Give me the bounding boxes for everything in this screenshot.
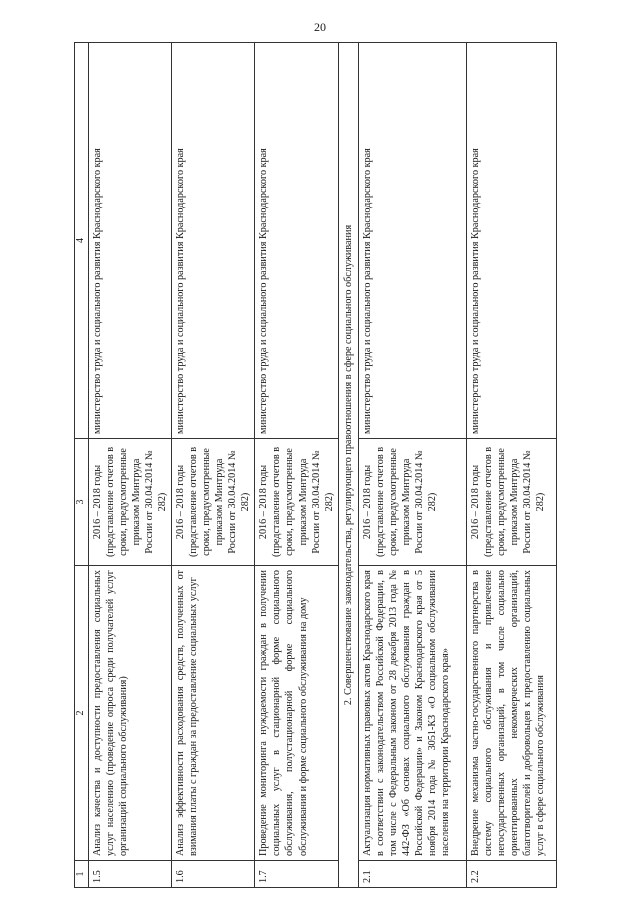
period-text: 2016 – 2018 годы (представление отчетов в сроки, предусмотренные приказом Минтруда России от 30.04.2014 № 282) <box>358 439 466 566</box>
row-number: 1.6 <box>172 861 255 888</box>
row-number: 2.2 <box>466 861 556 888</box>
executor-text: министерство труда и социального развития Краснодарского края <box>172 43 255 439</box>
period-text: 2016 – 2018 годы (представление отчетов в сроки, предусмотренные приказом Минтруда России от 30.04.2014 № 282) <box>466 439 556 566</box>
table-row <box>88 43 171 888</box>
executor-text: министерство труда и социального развития Краснодарского края <box>255 43 338 439</box>
period-text: 2016 – 2018 годы (представление отчетов в сроки, предусмотренные приказом Минтруда России от 30.04.2014 № 282) <box>255 439 338 566</box>
page-number: 20 <box>314 20 326 34</box>
column-header: 2 <box>75 566 89 861</box>
rotated-table-container <box>74 43 546 888</box>
section-title: 2. Совершенствование законодательства, регулирующего правоотношения в сфере социального обслуживания <box>338 43 358 888</box>
executor-text: министерство труда и социального развития Краснодарского края <box>358 43 466 439</box>
executor-text: министерство труда и социального развития Краснодарского края <box>88 43 171 439</box>
measure-text: Проведение мониторинга нуждаемости граждан в получении социальных услуг в стационарной форме социального обслуживания, полустационарной форме социального обслуживания и форме социального обслуживания на дому <box>255 566 338 861</box>
row-number: 1.5 <box>88 861 171 888</box>
measure-text: Актуализация нормативных правовых актов Краснодарского края в соответствии с законодательством Российской Федерации, в том числе с Федеральным законом от 28 декабря 2013 года № 442-ФЗ «Об основах социального обслуживания граждан в Российской Федерации» и Законом Краснодарского края от 5 ноября 2014 года № 3051-КЗ «О социальном обслуживании населения на территории Краснодарского края» <box>358 566 466 861</box>
header-row <box>75 43 89 888</box>
period-text: 2016 – 2018 годы (представление отчетов в сроки, предусмотренные приказом Минтруда России от 30.04.2014 № 282) <box>172 439 255 566</box>
executor-text: министерство труда и социального развития Краснодарского края <box>466 43 556 439</box>
row-number: 1.7 <box>255 861 338 888</box>
measure-text: Анализ качества и доступности предоставления социальных услуг населению (проведение опроса среди получателей услуг организаций социального обслуживания) <box>88 566 171 861</box>
table-row <box>358 43 466 888</box>
table-row <box>466 43 556 888</box>
measure-text: Внедрение механизма частно-государственного партнерства в систему социального обслуживания и привлечение негосударственных организаций, в том числе социально ориентированных некоммерческих организаций, благотворителей и добровольцев к предоставлению социальных услуг в сфере социального обслуживания <box>466 566 556 861</box>
column-header: 4 <box>75 43 89 439</box>
column-header: 3 <box>75 439 89 566</box>
row-number: 2.1 <box>358 861 466 888</box>
column-header: 1 <box>75 861 89 888</box>
period-text: 2016 – 2018 годы (представление отчетов в сроки, предусмотренные приказом Минтруда России от 30.04.2014 № 282) <box>88 439 171 566</box>
table-row <box>172 43 255 888</box>
measure-text: Анализ эффективности расходования средств, полученных от взимания платы с граждан за предоставление социальных услуг <box>172 566 255 861</box>
table-row <box>255 43 338 888</box>
section-row <box>338 43 358 888</box>
plan-table <box>74 42 557 888</box>
